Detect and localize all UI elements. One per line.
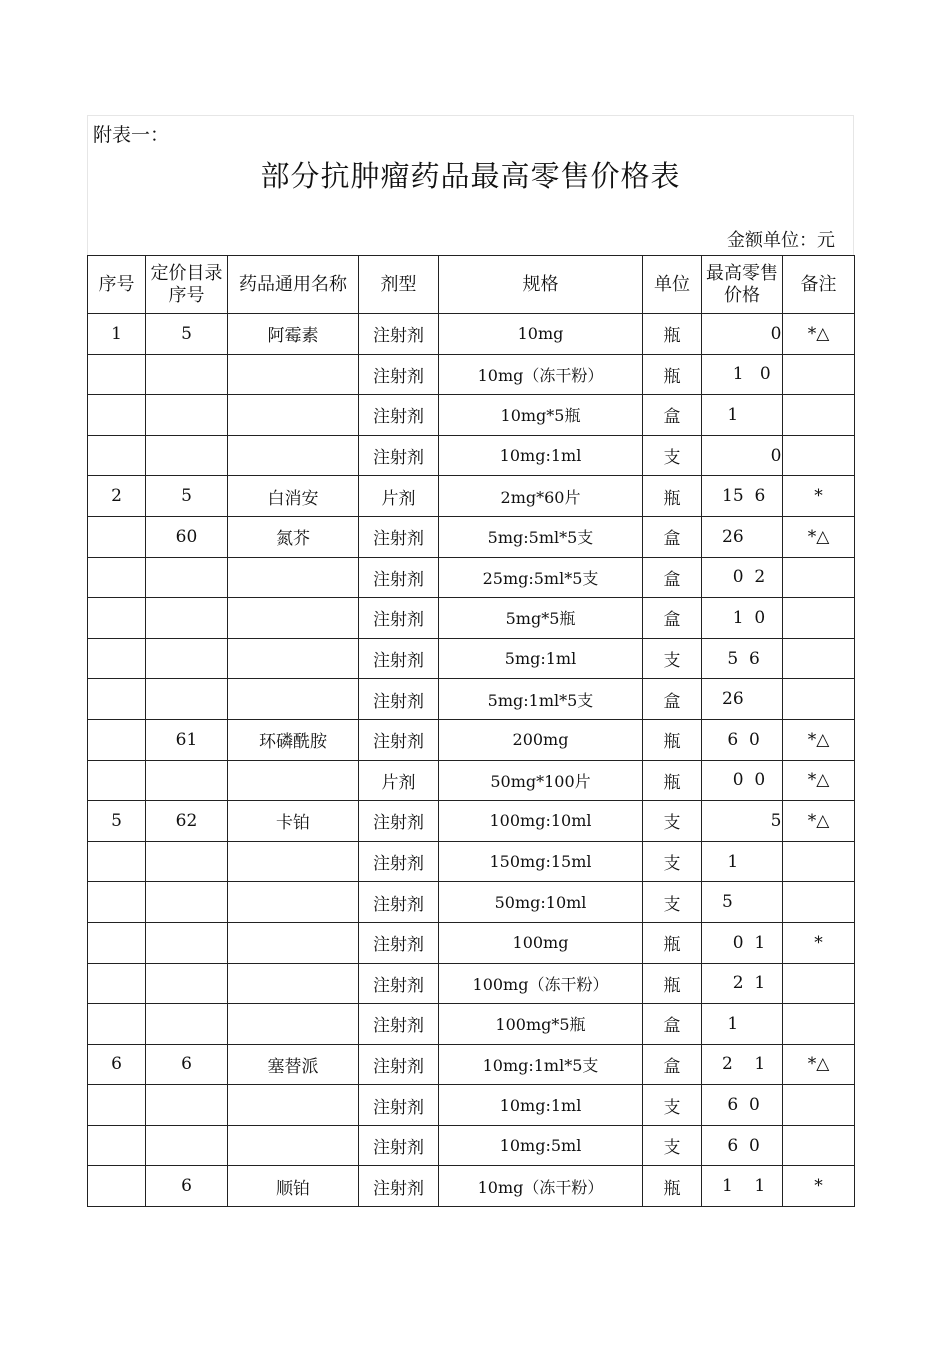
table-row xyxy=(88,314,855,355)
cell-specification: 100mg*5瓶 xyxy=(439,1004,643,1045)
cell-drug-name xyxy=(228,395,359,436)
table-row xyxy=(88,1125,855,1166)
cell-specification: 100mg（冻干粉） xyxy=(439,963,643,1004)
cell-specification: 10mg:1ml*5支 xyxy=(439,1044,643,1085)
cell-max-retail-price: 1 xyxy=(702,841,783,882)
cell-max-retail-price: 0 xyxy=(702,435,783,476)
table-row xyxy=(88,963,855,1004)
cell-remark xyxy=(783,1004,855,1045)
cell-unit: 瓶 xyxy=(643,476,702,517)
column-header-remark: 备注 xyxy=(783,256,855,314)
cell-catalog-no: 6 xyxy=(146,1166,228,1207)
cell-seq-no: 5 xyxy=(88,801,146,842)
cell-dosage-form: 注射剂 xyxy=(359,557,439,598)
cell-catalog-no xyxy=(146,598,228,639)
cell-unit: 盒 xyxy=(643,395,702,436)
cell-seq-no xyxy=(88,557,146,598)
cell-max-retail-price: 1 xyxy=(702,1004,783,1045)
cell-unit: 盒 xyxy=(643,1044,702,1085)
table-row xyxy=(88,598,855,639)
table-row xyxy=(88,557,855,598)
cell-specification: 5mg*5瓶 xyxy=(439,598,643,639)
cell-unit: 瓶 xyxy=(643,963,702,1004)
cell-dosage-form: 注射剂 xyxy=(359,801,439,842)
cell-unit: 盒 xyxy=(643,516,702,557)
cell-remark: *△ xyxy=(783,719,855,760)
table-body xyxy=(88,314,855,1207)
cell-catalog-no xyxy=(146,435,228,476)
cell-specification: 10mg（冻干粉） xyxy=(439,1166,643,1207)
sheet-header xyxy=(87,115,854,255)
cell-drug-name xyxy=(228,841,359,882)
cell-drug-name: 塞替派 xyxy=(228,1044,359,1085)
table-header-row xyxy=(88,256,855,314)
cell-catalog-no xyxy=(146,638,228,679)
cell-remark: * xyxy=(783,1166,855,1207)
cell-catalog-no xyxy=(146,760,228,801)
cell-remark xyxy=(783,435,855,476)
cell-specification: 50mg*100片 xyxy=(439,760,643,801)
cell-specification: 100mg xyxy=(439,922,643,963)
column-header-seq-no: 序号 xyxy=(88,256,146,314)
cell-drug-name xyxy=(228,638,359,679)
cell-seq-no xyxy=(88,435,146,476)
cell-unit: 支 xyxy=(643,435,702,476)
cell-catalog-no xyxy=(146,1085,228,1126)
cell-dosage-form: 注射剂 xyxy=(359,922,439,963)
cell-remark xyxy=(783,963,855,1004)
cell-remark xyxy=(783,1085,855,1126)
table-row xyxy=(88,1044,855,1085)
cell-drug-name xyxy=(228,435,359,476)
cell-max-retail-price: 26 xyxy=(702,679,783,720)
cell-remark xyxy=(783,598,855,639)
cell-max-retail-price: 6 0 xyxy=(702,719,783,760)
cell-dosage-form: 注射剂 xyxy=(359,314,439,355)
table-row xyxy=(88,719,855,760)
cell-remark xyxy=(783,395,855,436)
cell-max-retail-price: 1 1 xyxy=(702,1166,783,1207)
table-row xyxy=(88,476,855,517)
table-row xyxy=(88,1166,855,1207)
cell-unit: 瓶 xyxy=(643,1166,702,1207)
cell-max-retail-price: 0 2 xyxy=(702,557,783,598)
cell-max-retail-price: 2 1 xyxy=(702,963,783,1004)
cell-unit: 盒 xyxy=(643,598,702,639)
cell-dosage-form: 注射剂 xyxy=(359,1166,439,1207)
cell-unit: 支 xyxy=(643,841,702,882)
cell-max-retail-price: 5 6 xyxy=(702,638,783,679)
cell-remark: *△ xyxy=(783,801,855,842)
cell-seq-no xyxy=(88,1004,146,1045)
cell-remark xyxy=(783,1125,855,1166)
currency-unit-label: 金额单位：元 xyxy=(727,230,835,251)
cell-max-retail-price: 0 1 xyxy=(702,922,783,963)
cell-drug-name: 环磷酰胺 xyxy=(228,719,359,760)
cell-dosage-form: 注射剂 xyxy=(359,1004,439,1045)
cell-catalog-no xyxy=(146,882,228,923)
cell-seq-no xyxy=(88,598,146,639)
cell-dosage-form: 注射剂 xyxy=(359,1085,439,1126)
cell-seq-no xyxy=(88,638,146,679)
cell-specification: 10mg:1ml xyxy=(439,1085,643,1126)
cell-specification: 200mg xyxy=(439,719,643,760)
cell-specification: 10mg（冻干粉） xyxy=(439,354,643,395)
table-row xyxy=(88,801,855,842)
cell-seq-no xyxy=(88,516,146,557)
cell-catalog-no xyxy=(146,679,228,720)
page-title: 部分抗肿瘤药品最高零售价格表 xyxy=(260,159,681,193)
cell-drug-name: 白消安 xyxy=(228,476,359,517)
table-row xyxy=(88,1085,855,1126)
table-row xyxy=(88,435,855,476)
cell-unit: 瓶 xyxy=(643,760,702,801)
cell-seq-no xyxy=(88,719,146,760)
cell-catalog-no xyxy=(146,1004,228,1045)
table-row xyxy=(88,922,855,963)
column-header-unit: 单位 xyxy=(643,256,702,314)
table-row xyxy=(88,516,855,557)
cell-remark: *△ xyxy=(783,760,855,801)
cell-specification: 5mg:1ml xyxy=(439,638,643,679)
cell-max-retail-price: 1 xyxy=(702,395,783,436)
cell-max-retail-price: 0 0 xyxy=(702,760,783,801)
column-header-specification: 规格 xyxy=(439,256,643,314)
cell-unit: 盒 xyxy=(643,679,702,720)
cell-drug-name xyxy=(228,963,359,1004)
cell-drug-name xyxy=(228,557,359,598)
cell-dosage-form: 注射剂 xyxy=(359,841,439,882)
cell-max-retail-price: 0 xyxy=(702,314,783,355)
cell-drug-name: 阿霉素 xyxy=(228,314,359,355)
cell-dosage-form: 注射剂 xyxy=(359,435,439,476)
cell-seq-no xyxy=(88,922,146,963)
cell-seq-no: 6 xyxy=(88,1044,146,1085)
cell-remark xyxy=(783,557,855,598)
cell-drug-name xyxy=(228,760,359,801)
cell-specification: 150mg:15ml xyxy=(439,841,643,882)
cell-unit: 瓶 xyxy=(643,719,702,760)
cell-dosage-form: 注射剂 xyxy=(359,598,439,639)
cell-catalog-no: 5 xyxy=(146,476,228,517)
cell-drug-name xyxy=(228,679,359,720)
cell-drug-name: 顺铂 xyxy=(228,1166,359,1207)
cell-dosage-form: 注射剂 xyxy=(359,719,439,760)
cell-seq-no xyxy=(88,841,146,882)
table-row xyxy=(88,760,855,801)
cell-specification: 10mg xyxy=(439,314,643,355)
table-row xyxy=(88,679,855,720)
cell-max-retail-price: 2 1 xyxy=(702,1044,783,1085)
cell-specification: 10mg:1ml xyxy=(439,435,643,476)
cell-remark xyxy=(783,679,855,720)
cell-seq-no xyxy=(88,679,146,720)
table-row xyxy=(88,882,855,923)
cell-catalog-no xyxy=(146,841,228,882)
cell-remark xyxy=(783,638,855,679)
cell-specification: 2mg*60片 xyxy=(439,476,643,517)
cell-catalog-no: 62 xyxy=(146,801,228,842)
cell-drug-name: 卡铂 xyxy=(228,801,359,842)
cell-unit: 瓶 xyxy=(643,922,702,963)
table-row xyxy=(88,354,855,395)
cell-unit: 支 xyxy=(643,1085,702,1126)
cell-catalog-no xyxy=(146,1125,228,1166)
cell-dosage-form: 片剂 xyxy=(359,476,439,517)
cell-max-retail-price: 6 0 xyxy=(702,1125,783,1166)
cell-max-retail-price: 6 0 xyxy=(702,1085,783,1126)
cell-dosage-form: 注射剂 xyxy=(359,354,439,395)
cell-unit: 支 xyxy=(643,638,702,679)
cell-drug-name xyxy=(228,1085,359,1126)
cell-drug-name xyxy=(228,922,359,963)
cell-unit: 盒 xyxy=(643,557,702,598)
cell-unit: 盒 xyxy=(643,1004,702,1045)
cell-remark: *△ xyxy=(783,314,855,355)
column-header-catalog-no: 定价目录序号 xyxy=(146,256,228,314)
cell-catalog-no xyxy=(146,557,228,598)
cell-remark xyxy=(783,882,855,923)
cell-remark xyxy=(783,354,855,395)
cell-unit: 瓶 xyxy=(643,354,702,395)
cell-drug-name xyxy=(228,354,359,395)
appendix-label: 附表一： xyxy=(93,124,170,146)
cell-max-retail-price: 15 6 xyxy=(702,476,783,517)
cell-remark: *△ xyxy=(783,1044,855,1085)
price-table xyxy=(87,255,855,1207)
cell-remark: *△ xyxy=(783,516,855,557)
cell-catalog-no xyxy=(146,354,228,395)
cell-max-retail-price: 5 xyxy=(702,801,783,842)
cell-catalog-no xyxy=(146,963,228,1004)
cell-dosage-form: 注射剂 xyxy=(359,882,439,923)
column-header-drug-name: 药品通用名称 xyxy=(228,256,359,314)
table-row xyxy=(88,841,855,882)
cell-drug-name xyxy=(228,882,359,923)
cell-specification: 5mg:5ml*5支 xyxy=(439,516,643,557)
cell-drug-name xyxy=(228,1125,359,1166)
cell-max-retail-price: 26 xyxy=(702,516,783,557)
cell-specification: 10mg:5ml xyxy=(439,1125,643,1166)
cell-specification: 50mg:10ml xyxy=(439,882,643,923)
cell-max-retail-price: 1 0 xyxy=(702,354,783,395)
cell-drug-name xyxy=(228,1004,359,1045)
cell-catalog-no xyxy=(146,395,228,436)
cell-seq-no xyxy=(88,395,146,436)
table-row xyxy=(88,638,855,679)
cell-seq-no: 2 xyxy=(88,476,146,517)
cell-dosage-form: 片剂 xyxy=(359,760,439,801)
cell-seq-no xyxy=(88,354,146,395)
cell-unit: 支 xyxy=(643,801,702,842)
cell-dosage-form: 注射剂 xyxy=(359,395,439,436)
column-header-max-retail-price: 最高零售价格 xyxy=(702,256,783,314)
cell-max-retail-price: 1 0 xyxy=(702,598,783,639)
cell-remark: * xyxy=(783,476,855,517)
cell-catalog-no: 6 xyxy=(146,1044,228,1085)
cell-remark xyxy=(783,841,855,882)
table-row xyxy=(88,395,855,436)
cell-specification: 10mg*5瓶 xyxy=(439,395,643,436)
cell-catalog-no: 5 xyxy=(146,314,228,355)
cell-unit: 支 xyxy=(643,1125,702,1166)
cell-seq-no xyxy=(88,882,146,923)
cell-catalog-no: 61 xyxy=(146,719,228,760)
cell-max-retail-price: 5 xyxy=(702,882,783,923)
cell-seq-no xyxy=(88,1085,146,1126)
cell-drug-name: 氮芥 xyxy=(228,516,359,557)
cell-dosage-form: 注射剂 xyxy=(359,679,439,720)
cell-dosage-form: 注射剂 xyxy=(359,963,439,1004)
cell-drug-name xyxy=(228,598,359,639)
cell-specification: 5mg:1ml*5支 xyxy=(439,679,643,720)
cell-unit: 瓶 xyxy=(643,314,702,355)
cell-catalog-no xyxy=(146,922,228,963)
table-row xyxy=(88,1004,855,1045)
column-header-dosage-form: 剂型 xyxy=(359,256,439,314)
cell-seq-no xyxy=(88,1125,146,1166)
cell-dosage-form: 注射剂 xyxy=(359,638,439,679)
cell-seq-no xyxy=(88,963,146,1004)
cell-remark: * xyxy=(783,922,855,963)
cell-unit: 支 xyxy=(643,882,702,923)
cell-catalog-no: 60 xyxy=(146,516,228,557)
cell-dosage-form: 注射剂 xyxy=(359,516,439,557)
cell-specification: 100mg:10ml xyxy=(439,801,643,842)
cell-seq-no: 1 xyxy=(88,314,146,355)
cell-seq-no xyxy=(88,760,146,801)
cell-dosage-form: 注射剂 xyxy=(359,1044,439,1085)
cell-dosage-form: 注射剂 xyxy=(359,1125,439,1166)
cell-specification: 25mg:5ml*5支 xyxy=(439,557,643,598)
cell-seq-no xyxy=(88,1166,146,1207)
